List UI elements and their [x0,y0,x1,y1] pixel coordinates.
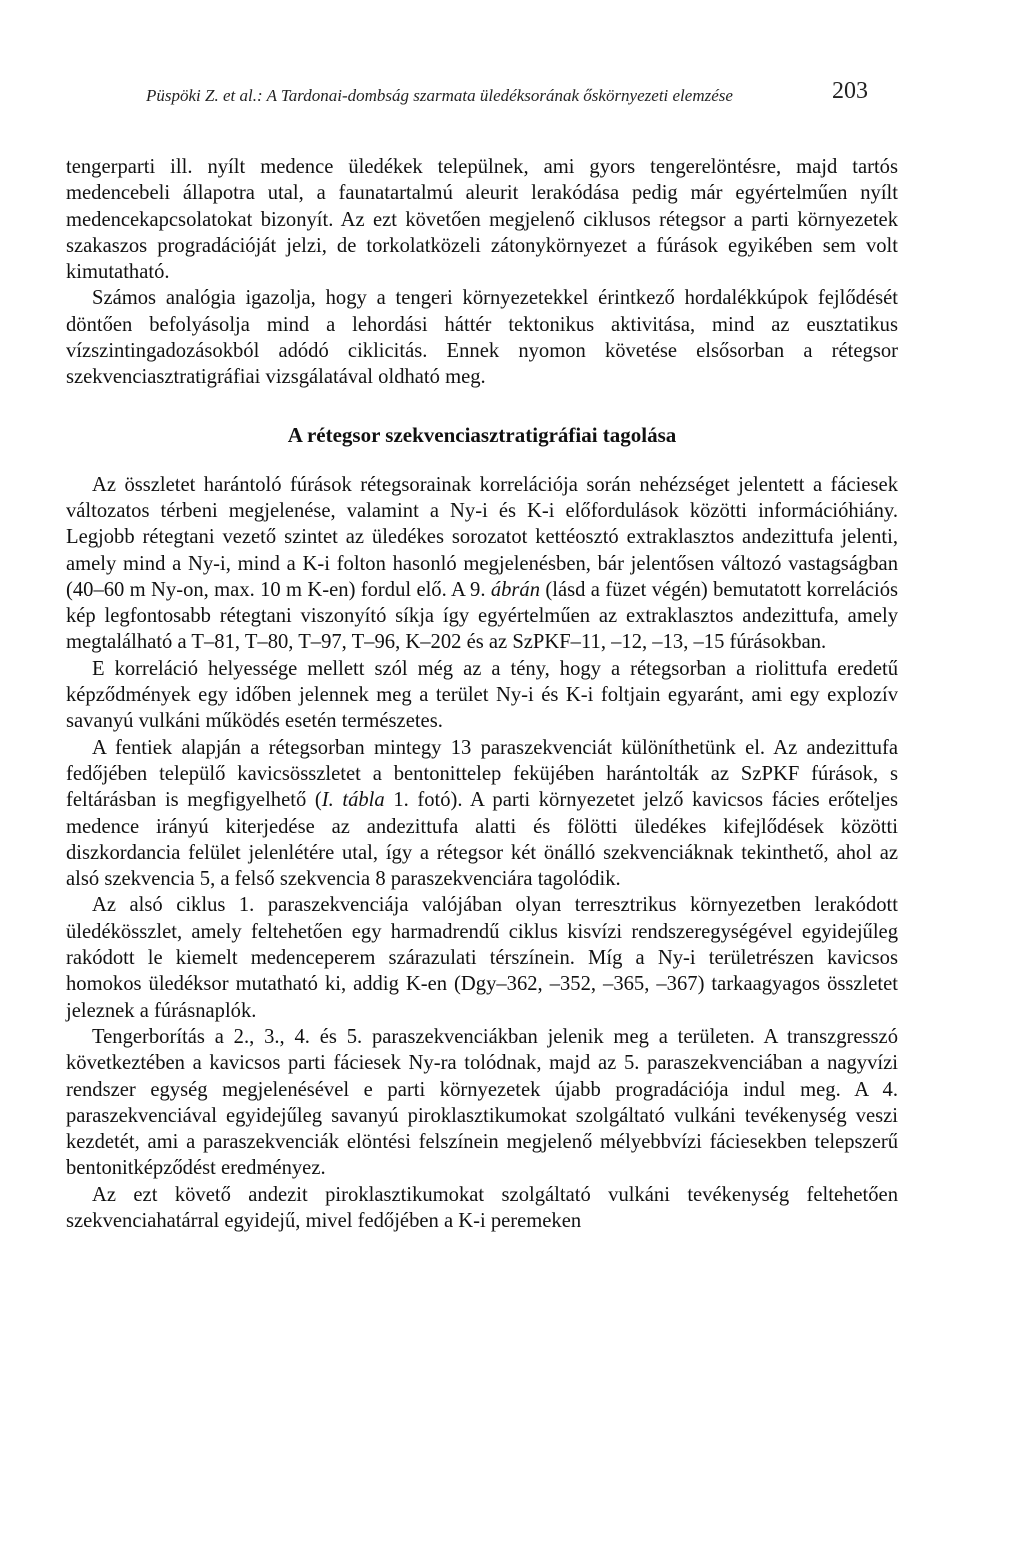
paragraph: Az alsó ciklus 1. paraszekvenciája valójában olyan terresztrikus környezetben lerakódott üledékösszlet, amely feltehetően egy harmadrendű ciklus kisvízi rendszeregységével egyidejűleg rakódott le kiemelt medenceperem szárazulati térszínein. Míg a Ny-i területrészen kavicsos homokos üledéksor mutatható ki, addig K-en (Dgy–362, –352, –365, –367) tarkaagyagos összletet jeleznek a fúrásnaplók. [66,894,898,1022]
paragraph-text: Az összletet harántoló fúrások rétegsorainak korrelációja során nehézséget jelentett a fáciesek változatos térbeni megjelenése, valamint a Ny-i és K-i előfordulások közötti információhiány. Legjobb rétegtani vezető szintet az üledékes sorozatot kettéosztó extraklasztos andezittufa jelenti, amely mind a Ny-i, mind a K-i folton hasonló megjelenésben, bár jelentősen változó vastagságban (40–60 m Ny-on, max. 10 m K-en) fordul elő. A 9. [66,473,898,601]
paragraph-text: A fentiek alapján a rétegsorban mintegy 13 paraszekvenciát különíthetünk el. Az andezittufa fedőjében települő kavicsösszletet a bentonittelep feküjében harántolták az SzPKF fúrások, s feltárásban is megfigyelhető ( [66,736,898,812]
paragraph [66,472,898,656]
paragraph [66,735,898,893]
page-number: 203 [832,78,868,104]
plate-reference: I. tábla [321,789,385,812]
running-title: Püspöki Z. et al.: A Tardonai-dombság szarmata üledéksorának őskörnyezeti elemzése [146,86,733,105]
paragraph-text: (lásd a füzet végén) bemutatott korrelációs kép legfontosabb rétegtani viszonyító síkja így egyértelműen az extraklasztos andezittufa, amely megtalálható a T–81, T–80, T–97, T–96, K–202 és az SzPKF–11, –12, –13, –15 fúrásokban. [66,578,899,654]
paragraph: Számos analógia igazolja, hogy a tengeri környezetekkel érintkező hordalékkúpok fejlődését döntően befolyásolja mind a lehordási háttér tektonikus aktivitása, mind az eusztatikus vízszintingadozásokból adódó ciklicitás. Ennek nyomon követése elsősorban a rétegsor szekvenciasztratigráfiai vizsgálatával oldható meg. [66,287,898,389]
paragraph: Tengerborítás a 2., 3., 4. és 5. paraszekvenciákban jelenik meg a területen. A transzgresszó következtében a kavicsos parti fáciesek Ny-ra tolódnak, majd az 5. paraszekvenciában a nagyvízi rendszer egység megjelenésével e parti környezetek újabb progradációja indul meg. A 4. paraszekvenciával egyidejűleg savanyú piroklasztikumokat szolgáltató vulkáni tevékenység veszi kezdetét, ami a paraszekvenciák elöntési felszínein megjelenő mélyebbvízi fáciesekben telepszerű bentonitképződést eredményez. [66,1025,898,1180]
paragraph: Az ezt követő andezit piroklasztikumokat szolgáltató vulkáni tevékenység feltehetően szekvenciahatárral egyidejű, mivel fedőjében a K-i peremeken [66,1183,898,1232]
running-header [66,78,898,118]
section-heading: A rétegsor szekvenciasztratigráfiai tagolása [287,422,677,447]
paragraph: E korreláció helyessége mellett szól még az a tény, hogy a rétegsorban a riolittufa eredetű képződmények egy időben jelennek meg a terület Ny-i és K-i foltjain egyaránt, ami egy explozív savanyú vulkáni működés esetén természetes. [66,657,898,733]
body-text [66,154,898,1234]
paragraph-text: 1. fotó). A parti környezetet jelző kavicsos fácies erőteljes medence irányú kiterjedése az andezittufa alatti és fölötti üledékes kifejlődések közötti diszkordancia felület jelenlétére utal, így a rétegsor két önálló szekvenciáknak tekinthető, ahol az alsó szekvencia 5, a felső szekvencia 8 paraszekvenciára tagolódik. [66,789,898,891]
paragraph: tengerparti ill. nyílt medence üledékek települnek, ami gyors tengerelöntésre, majd tartós medencebeli állapotra utal, a faunatartalmú aleurit lerakódása pedig már egyértelműen nyílt medencekapcsolatokat bizonyít. Az ezt követően megjelenő ciklusos rétegsor a parti környezetek szakaszos progradációját jelzi, de torkolatközeli zátonykörnyezet a fúrások egyikében sem volt kimutatható. [66,156,898,284]
document-page [66,78,898,1234]
figure-reference: ábrán [490,578,541,601]
